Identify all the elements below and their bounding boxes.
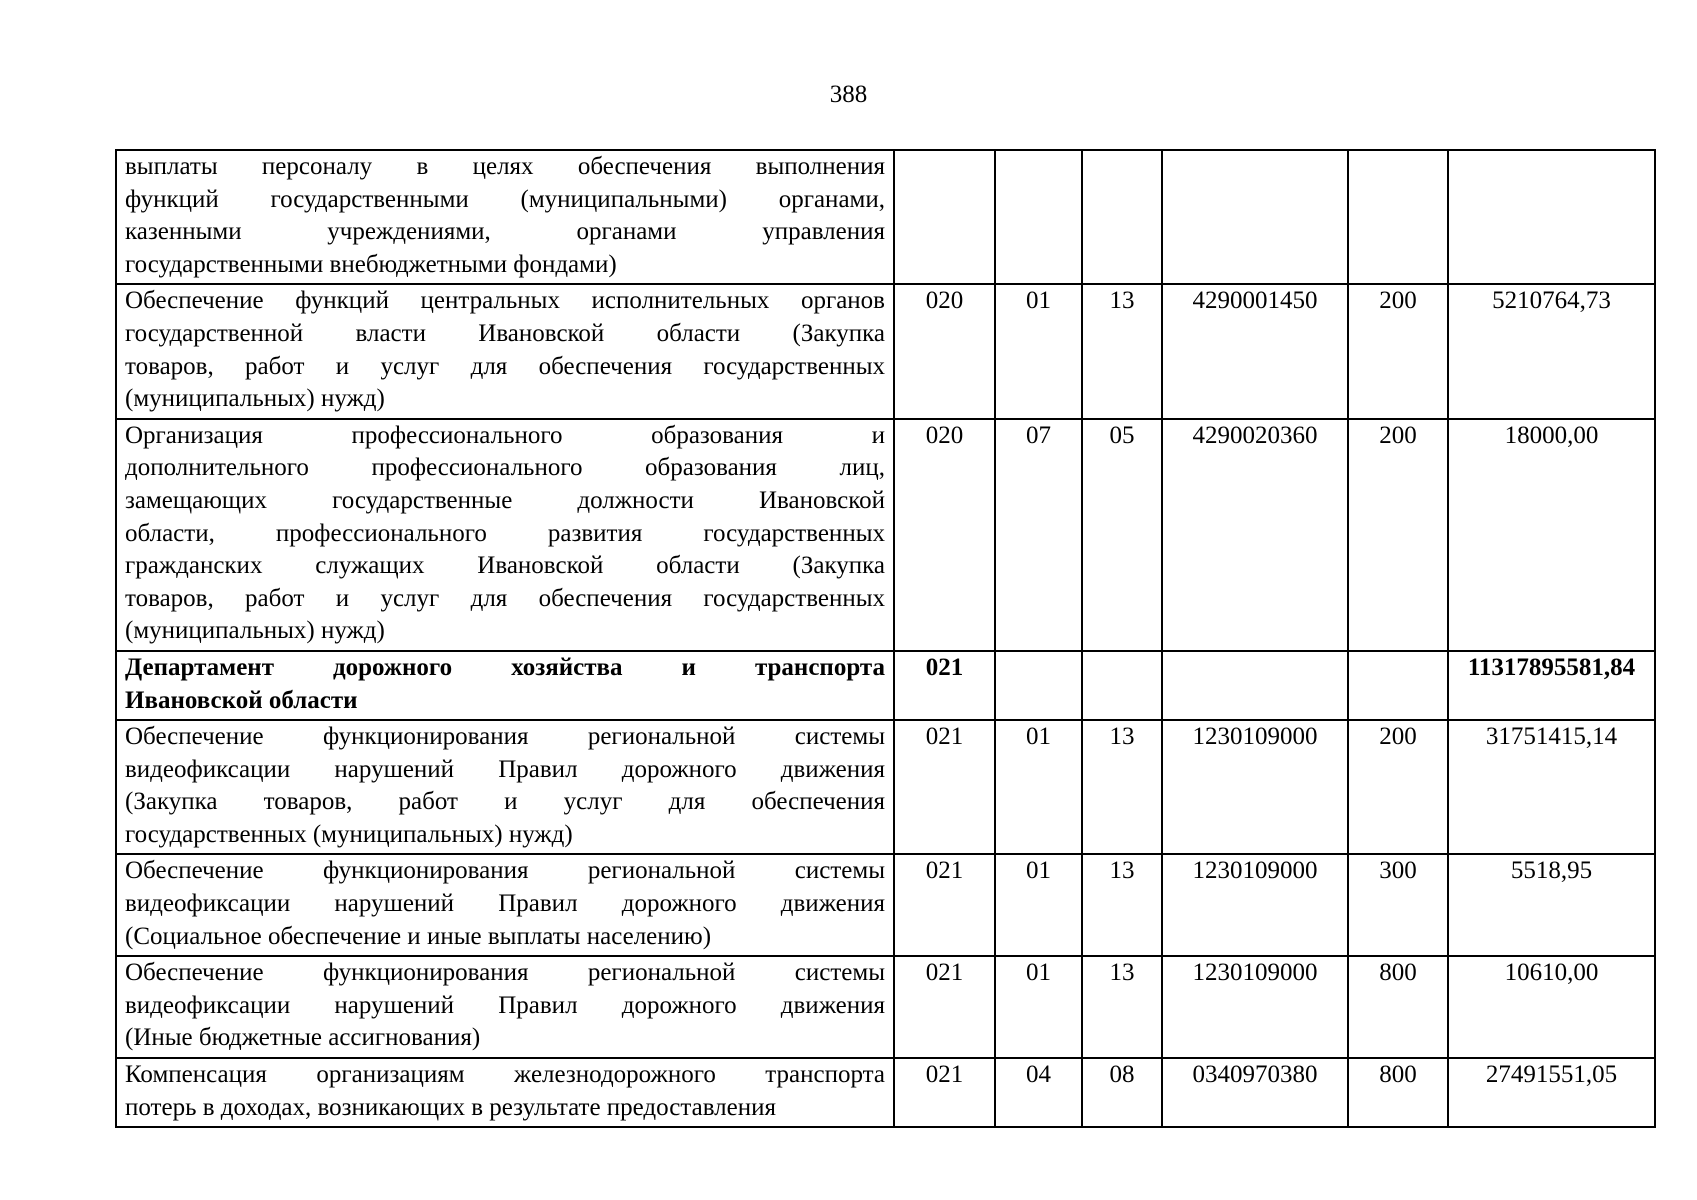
description-line: видеофиксации нарушений Правил дорожного движения (125, 991, 885, 1019)
description-line: казенными учреждениями, органами управления (125, 218, 885, 246)
section-code-cell: 01 (995, 956, 1082, 1058)
amount-cell: 5210764,73 (1448, 284, 1655, 418)
target-article-cell: 1230109000 (1162, 854, 1348, 956)
description-line: Организация профессионального образования и (125, 421, 885, 449)
amount-cell: 27491551,05 (1448, 1058, 1655, 1127)
grbs-code-cell: 021 (894, 720, 995, 854)
target-article-cell: 4290020360 (1162, 419, 1348, 651)
grbs-code-cell: 021 (894, 1058, 995, 1127)
grbs-code-cell: 021 (894, 651, 995, 720)
description-line: государственной власти Ивановской области (Закупка (125, 319, 885, 347)
grbs-code-cell: 021 (894, 854, 995, 956)
expense-type-cell: 200 (1348, 720, 1448, 854)
description-cell (116, 651, 894, 720)
description-line: области, профессионального развития государственных (125, 519, 885, 547)
amount-cell: 10610,00 (1448, 956, 1655, 1058)
description-line: Департамент дорожного хозяйства и транспорта (125, 653, 885, 681)
budget-table (115, 149, 1656, 1128)
description-line: видеофиксации нарушений Правил дорожного движения (125, 755, 885, 783)
target-article-cell: 0340970380 (1162, 1058, 1348, 1127)
amount-cell: 5518,95 (1448, 854, 1655, 956)
section-code-cell: 01 (995, 854, 1082, 956)
description-line: Обеспечение функций центральных исполнительных органов (125, 287, 885, 315)
table-row (116, 720, 1655, 854)
subsection-code-cell: 08 (1082, 1058, 1162, 1127)
section-code-cell (995, 651, 1082, 720)
expense-type-cell: 800 (1348, 956, 1448, 1058)
subsection-code-cell: 13 (1082, 720, 1162, 854)
table-row (116, 284, 1655, 418)
budget-table-body (116, 150, 1655, 1127)
description-line: Компенсация организациям железнодорожного транспорта (125, 1061, 885, 1089)
target-article-cell (1162, 651, 1348, 720)
subsection-code-cell: 13 (1082, 956, 1162, 1058)
table-row (116, 854, 1655, 956)
amount-cell: 11317895581,84 (1448, 651, 1655, 720)
description-line: Обеспечение функционирования региональной системы (125, 723, 885, 751)
target-article-cell: 1230109000 (1162, 720, 1348, 854)
subsection-code-cell: 05 (1082, 419, 1162, 651)
expense-type-cell (1348, 651, 1448, 720)
expense-type-cell: 300 (1348, 854, 1448, 956)
description-line: Обеспечение функционирования региональной системы (125, 959, 885, 987)
description-line: выплаты персоналу в целях обеспечения выполнения (125, 153, 885, 180)
subsection-code-cell: 13 (1082, 854, 1162, 956)
grbs-code-cell (894, 150, 995, 284)
description-cell (116, 419, 894, 651)
section-code-cell: 01 (995, 284, 1082, 418)
description-cell (116, 956, 894, 1058)
description-line: дополнительного профессионального образования лиц, (125, 454, 885, 482)
grbs-code-cell: 020 (894, 284, 995, 418)
grbs-code-cell: 020 (894, 419, 995, 651)
table-row (116, 419, 1655, 651)
description-line: (муниципальных) нужд) (125, 617, 385, 645)
description-line: функций государственными (муниципальными) органами, (125, 185, 885, 213)
description-line: (муниципальных) нужд) (125, 385, 385, 413)
section-code-cell: 07 (995, 419, 1082, 651)
expense-type-cell: 200 (1348, 419, 1448, 651)
description-line: товаров, работ и услуг для обеспечения государственных (125, 352, 885, 380)
description-line: видеофиксации нарушений Правил дорожного движения (125, 890, 885, 918)
target-article-cell (1162, 150, 1348, 284)
section-code-cell (995, 150, 1082, 284)
subsection-code-cell: 13 (1082, 284, 1162, 418)
description-line: государственных (муниципальных) нужд) (125, 820, 573, 848)
subsection-code-cell (1082, 150, 1162, 284)
description-line: (Социальное обеспечение и иные выплаты населению) (125, 922, 712, 950)
amount-cell: 18000,00 (1448, 419, 1655, 651)
expense-type-cell (1348, 150, 1448, 284)
amount-cell: 31751415,14 (1448, 720, 1655, 854)
description-line: Ивановской области (125, 686, 358, 714)
table-row (116, 150, 1655, 284)
description-line: замещающих государственные должности Ивановской (125, 486, 885, 514)
description-line: государственными внебюджетными фондами) (125, 250, 617, 278)
page-number: 388 (829, 81, 868, 108)
amount-cell (1448, 150, 1655, 284)
section-code-cell: 01 (995, 720, 1082, 854)
description-cell (116, 284, 894, 418)
table-row-department (116, 651, 1655, 720)
description-cell (116, 854, 894, 956)
subsection-code-cell (1082, 651, 1162, 720)
table-row (116, 1058, 1655, 1127)
description-line: гражданских служащих Ивановской области (Закупка (125, 552, 885, 580)
target-article-cell: 1230109000 (1162, 956, 1348, 1058)
description-line: товаров, работ и услуг для обеспечения государственных (125, 584, 885, 612)
description-line: потерь в доходах, возникающих в результате предоставления (125, 1093, 777, 1121)
table-row (116, 956, 1655, 1058)
description-line: (Закупка товаров, работ и услуг для обеспечения (125, 788, 885, 816)
description-cell (116, 1058, 894, 1127)
section-code-cell: 04 (995, 1058, 1082, 1127)
description-line: (Иные бюджетные ассигнования) (125, 1024, 481, 1052)
target-article-cell: 4290001450 (1162, 284, 1348, 418)
description-cell (116, 150, 894, 284)
description-cell (116, 720, 894, 854)
grbs-code-cell: 021 (894, 956, 995, 1058)
expense-type-cell: 800 (1348, 1058, 1448, 1127)
description-line: Обеспечение функционирования региональной системы (125, 857, 885, 885)
expense-type-cell: 200 (1348, 284, 1448, 418)
